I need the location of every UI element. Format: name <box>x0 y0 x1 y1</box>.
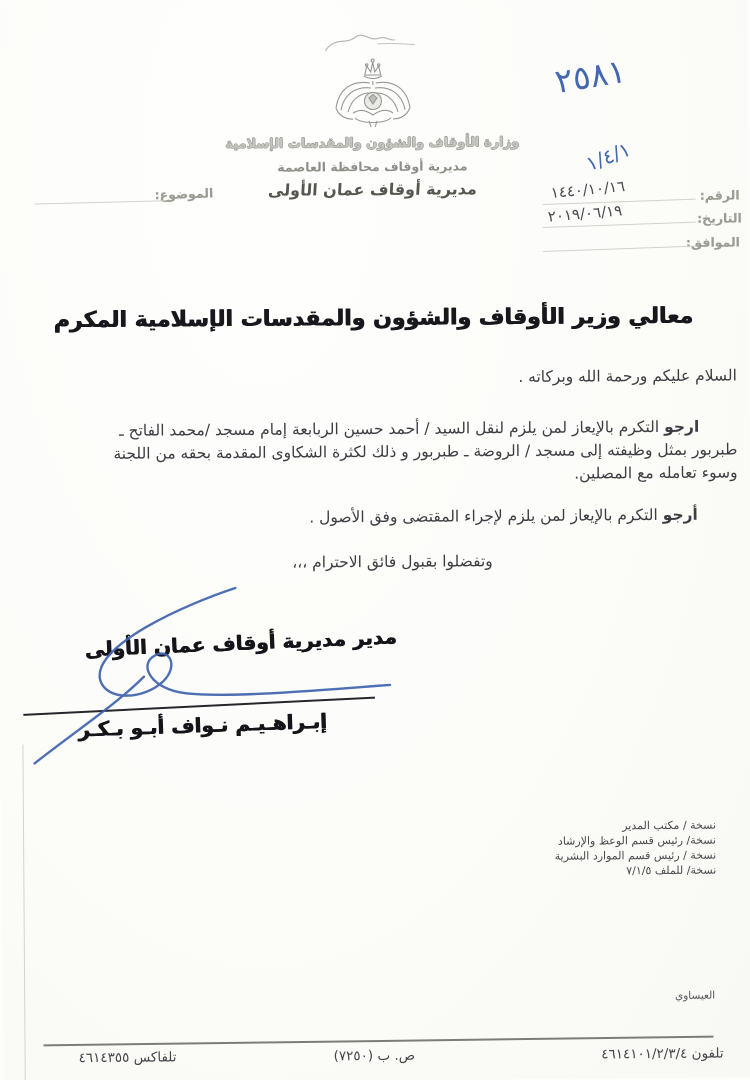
cc-item: نسخة / رئيس قسم الموارد البشرية <box>554 848 717 863</box>
footer-divider-line <box>44 1036 714 1046</box>
directorate-capital: مديرية أوقاف محافظة العاصمة <box>277 158 468 175</box>
handwritten-doc-number: ٢٥٨١ <box>552 50 629 102</box>
cc-item: نسخة/ للملف ٧/١/٥ <box>626 863 717 878</box>
top-scribble-mark <box>319 28 419 59</box>
request-line-lead: أرجو <box>662 505 698 524</box>
footer-phone: تلفون ٤٦١٤١٠١/٢/٣/٤ <box>601 1045 724 1063</box>
footer-pobox: ص. ب (٧٢٥٠) <box>333 1047 416 1065</box>
addressee-title: معالي وزير الأوقاف والشؤون والمقدسات الإسلامية المكرم <box>53 303 694 334</box>
handwritten-hijri-date: ١٤٤٠/١٠/١٦ <box>549 177 626 202</box>
scan-edge-line <box>22 744 25 1080</box>
date-field-label: التاريخ: <box>697 210 742 226</box>
cc-item: نسخة / مكتب المدير <box>622 818 717 833</box>
handwritten-signature <box>15 575 411 778</box>
closing-line: وتفضلوا بقبول فائق الاحترام ،،، <box>292 552 493 572</box>
handwritten-gregorian-date: ٢٠١٩/٠٦/١٩ <box>547 201 623 226</box>
subject-field-label: الموضوع: <box>154 185 214 203</box>
handwritten-ref-number: ١/٤/١ <box>582 136 634 176</box>
cc-item: نسخة/ رئيس قسم الوعظ والإرشاد <box>557 833 717 848</box>
request-line <box>309 506 698 527</box>
jordan-coat-of-arms <box>329 55 418 136</box>
body-line-1-rest: التكرم بالإيعاز لمن يلزم لنقل السيد / أحمد حسين الربابعة إمام مسجد /محمد الفاتح ـ <box>119 417 665 440</box>
typist-note: العيساوي <box>674 989 716 1002</box>
body-line-1 <box>119 418 699 440</box>
cc-list <box>554 818 716 879</box>
body-line-1-lead: ارجو <box>664 417 700 436</box>
directorate-amman-first: مديرية أوقاف عمان الأولى <box>267 179 478 200</box>
signatory-title: مدير مديرية أوقاف عمان الأولى <box>84 624 398 662</box>
ministry-name: وزارة الأوقاف والشؤون والمقدسات الإسلامية <box>225 134 520 153</box>
greeting-line: السلام عليكم ورحمة الله وبركاته . <box>518 366 737 386</box>
body-line-2: طبربور بمثل وظيفته إلى مسجد / الروضة ـ طبربور و ذلك لكثرة الشكاوى المقدمة بحقه من اللجنة <box>113 440 738 463</box>
footer-fax: تلفاكس ٤٦١٤٣٥٥ <box>78 1049 177 1067</box>
body-line-3: وسوء تعامله مع المصلين. <box>574 463 738 483</box>
request-line-rest: التكرم بالإيعاز لمن يلزم لإجراء المقتضى وفق الأصول . <box>309 505 663 527</box>
corresponding-field-label: الموافق: <box>685 234 740 250</box>
corresponding-field-line <box>543 246 696 252</box>
number-field-label: الرقم: <box>699 187 740 203</box>
signatory-name: إبـراهـيـم نـواف أبـو بـكـر <box>77 708 328 742</box>
